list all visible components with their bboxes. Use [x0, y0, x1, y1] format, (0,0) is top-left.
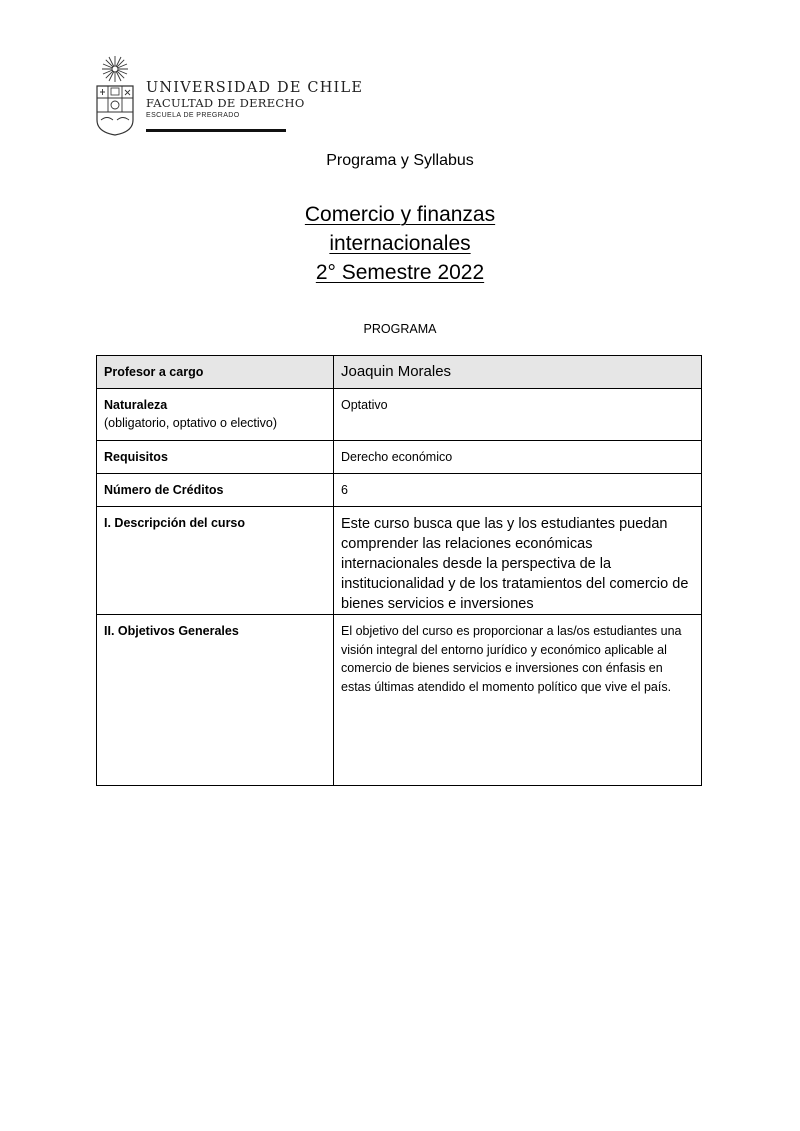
profesor-label: Profesor a cargo: [97, 356, 334, 389]
course-title: [0, 200, 800, 287]
course-title-line-1: Comercio y finanzas: [304, 203, 496, 226]
document-heading: Programa y Syllabus: [326, 152, 474, 169]
table-row-objetivos: [97, 615, 702, 786]
naturaleza-label: Naturaleza: [104, 398, 168, 412]
profesor-value: Joaquin Morales: [334, 356, 702, 389]
naturaleza-cell: [97, 389, 334, 441]
faculty-name: FACULTAD DE DERECHO: [146, 96, 305, 110]
course-title-line-2: internacionales: [329, 232, 471, 255]
creditos-label: Número de Créditos: [97, 474, 334, 507]
program-table: [96, 355, 702, 786]
objetivos-value: El objetivo del curso es proporcionar a las/os estudiantes una visión integral del entorno jurídico y económico aplicable al comercio de bienes servicios e inversiones con énfasis en estas últimas atendido el momento político que vive el país.: [334, 615, 702, 786]
requisitos-label: Requisitos: [97, 441, 334, 474]
header-rule: [146, 129, 286, 132]
requisitos-value: Derecho económico: [334, 441, 702, 474]
table-row-profesor: [97, 356, 702, 389]
naturaleza-sublabel: (obligatorio, optativo o electivo): [104, 416, 278, 430]
creditos-value: 6: [334, 474, 702, 507]
table-row-requisitos: [97, 441, 702, 474]
table-row-creditos: [97, 474, 702, 507]
descripcion-value: Este curso busca que las y los estudiantes puedan comprender las relaciones económicas internacionales desde la perspectiva de la institucionalidad y de los tratamientos del comercio de bienes servicios e inversiones: [334, 507, 702, 615]
university-name: UNIVERSIDAD DE CHILE: [146, 80, 364, 96]
objetivos-label: II. Objetivos Generales: [97, 615, 334, 786]
course-title-line-3: 2° Semestre 2022: [315, 261, 485, 284]
institution-names: [146, 80, 364, 122]
section-label: PROGRAMA: [363, 322, 437, 336]
university-crest-icon: [94, 54, 136, 136]
institution-header: [94, 54, 364, 136]
naturaleza-value: Optativo: [334, 389, 702, 441]
table-row-descripcion: [97, 507, 702, 615]
school-name: ESCUELA DE PREGRADO: [146, 112, 240, 119]
descripcion-label: I. Descripción del curso: [97, 507, 334, 615]
table-row-naturaleza: [97, 389, 702, 441]
